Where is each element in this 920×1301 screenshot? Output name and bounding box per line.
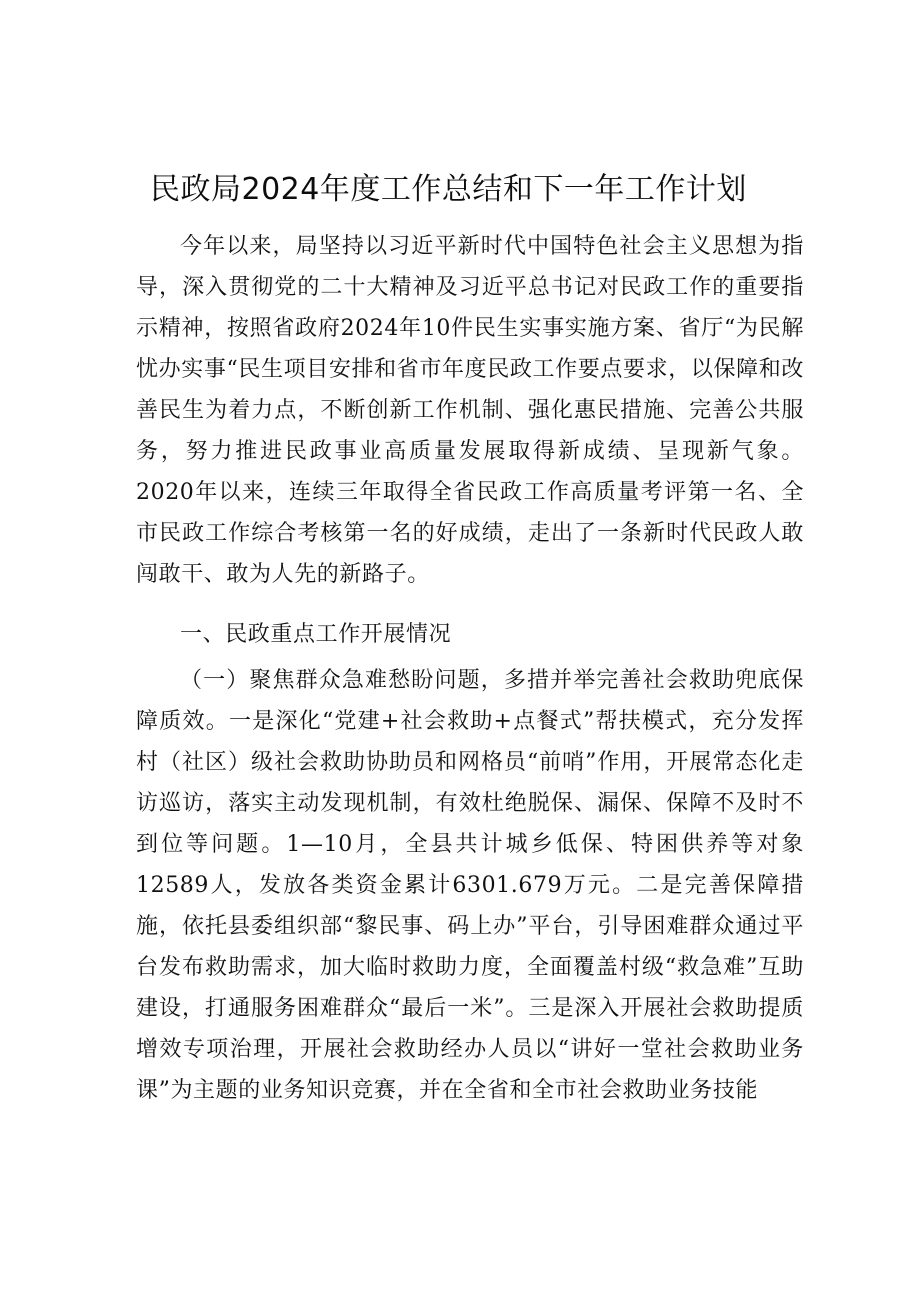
intro-paragraph: 今年以来，局坚持以习近平新时代中国特色社会主义思想为指导，深入贯彻党的二十大精神及习近平总书记对民政工作的重要指示精神，按照省政府2024年10件民生实事实施方案、省厅“为民解忧办实事“民生项目安排和省市年度民政工作要点要求，以保障和改善民生为着力点，不断创新工作机制、强化惠民措施、完善公共服务，努力推进民政事业高质量发展取得新成绩、呈现新气象。2020年以来，连续三年取得全省民政工作高质量考评第一名、全市民政工作综合考核第一名的好成绩，走出了一条新时代民政人敢闯敢干、敢为人先的新路子。 [136, 234, 804, 587]
body-paragraph: （一）聚焦群众急难愁盼问题，多措并举完善社会救助兜底保障质效。一是深化“党建+社会救助+点餐式”帮扶模式，充分发挥村（社区）级社会救助协助员和网格员“前哨”作用，开展常态化走访巡访，落实主动发现机制，有效杜绝脱保、漏保、保障不及时不到位等问题。1—10月，全县共计城乡低保、特困供养等对象12589人，发放各类资金累计6301.679万元。二是完善保障措施，依托县委组织部“黎民事、码上办”平台，引导困难群众通过平台发布救助需求，加大临时救助力度，全面覆盖村级“救急难”互助建设，打通服务困难群众“最后一米”。三是深入开展社会救助提质增效专项治理，开展社会救助经办人员以“讲好一堂社会救助业务课”为主题的业务知识竞赛，并在全省和全市社会救助业务技能 [136, 668, 804, 1103]
document-title: 民政局2024年度工作总结和下一年工作计划 [150, 172, 747, 207]
section-heading: 一、民政重点工作开展情况 [180, 622, 452, 647]
